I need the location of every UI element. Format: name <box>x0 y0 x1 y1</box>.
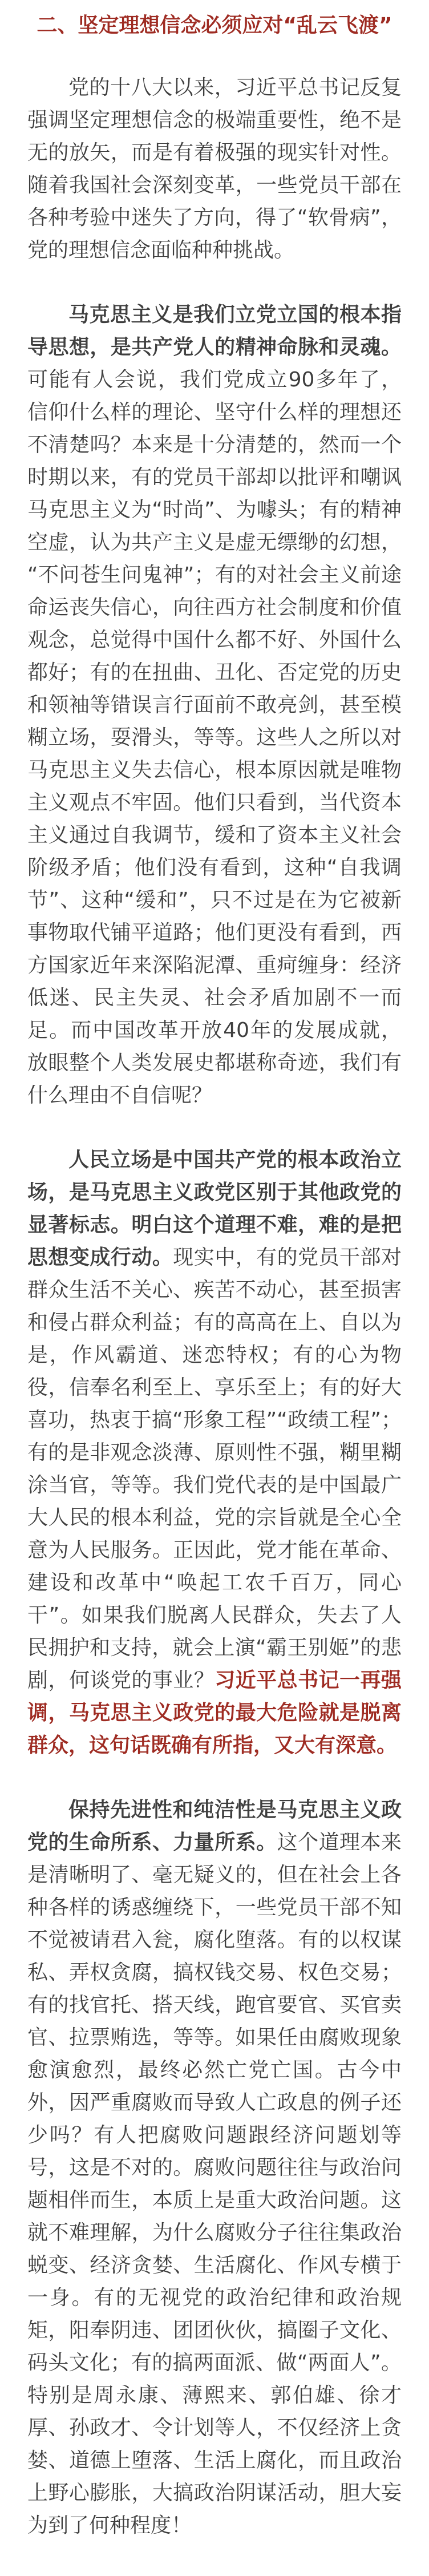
paragraph <box>27 1144 402 1762</box>
paragraph <box>27 71 402 267</box>
text-segment-bold: 保持先进性和纯洁性是马克思主义政党的生命所系、力量所系。 <box>27 1798 402 1854</box>
text-segment-red: 习近平总书记一再强调，马克思主义政党的最大危险就是脱离群众，这句话既确有所指，又大有深意。 <box>27 1669 402 1757</box>
text-segment-normal: 党的十八大以来，习近平总书记反复强调坚定理想信念的极端重要性，绝不是无的放矢，而是有着极强的现实针对性。随着我国社会深刻变革，一些党员干部在各种考验中迷失了方向，得了“软骨病”，党的理想信念面临种种挑战。 <box>27 76 402 262</box>
text-segment-normal: 现实中，有的党员干部对群众生活不关心、疾苦不动心，甚至损害和侵占群众利益；有的高高在上、自以为是，作风霸道、迷恋特权；有的心为物役，信奉名利至上、享乐至上；有的好大喜功，热衷于搞“形象工程”“政绩工程”；有的是非观念淡薄、原则性不强，糊里糊涂当官，等等。我们党代表的是中国最广大人民的根本利益，党的宗旨就是全心全意为人民服务。正因此，党才能在革命、建设和改革中“唤起工农千百万，同心干”。如果我们脱离人民群众，失去了人民拥护和支持，就会上演“霸王别姬”的悲剧，何谈党的事业？ <box>27 1246 402 1692</box>
text-segment-normal: 可能有人会说，我们党成立90多年了，信仰什么样的理论、坚守什么样的理想还不清楚吗？本来是十分清楚的，然而一个时期以来，有的党员干部却以批评和嘲讽马克思主义为“时尚”、为噱头；有的精神空虚，认为共产主义是虚无缥缈的幻想，“不问苍生问鬼神”；有的对社会主义前途命运丧失信心，向往西方社会制度和价值观念，总觉得中国什么都不好、外国什么都好；有的在扭曲、丑化、否定党的历史和领袖等错误言行面前不敢亮剑，甚至模糊立场，耍滑头，等等。这些人之所以对马克思主义失去信心，根本原因就是唯物主义观点不牢固。他们只看到，当代资本主义通过自我调节，缓和了资本主义社会阶级矛盾；他们没有看到，这种“自我调节”、这种“缓和”，只不过是在为它被新事物取代铺平道路；他们更没有看到，西方国家近年来深陷泥潭、重疴缠身：经济低迷、民主失灵、社会矛盾加剧不一而足。而中国改革开放40年的发展成就，放眼整个人类发展史都堪称奇迹，我们有什么理由不自信呢？ <box>27 368 402 1107</box>
paragraph <box>27 298 402 1112</box>
paragraph <box>27 1794 402 2542</box>
text-segment-bold: 人民立场是中国共产党的根本政治立场，是马克思主义政党区别于其他政党的显著标志。明白这个道理不难，难的是把思想变成行动。 <box>27 1148 402 1269</box>
text-segment-normal: 这个道理本来是清晰明了、毫无疑义的，但在社会上各种各样的诱惑缠绕下，一些党员干部不知不觉被请君入瓮，腐化堕落。有的以权谋私、弄权贪腐，搞权钱交易、权色交易；有的找官托、搭天线，跑官要官、买官卖官、拉票贿选，等等。如果任由腐败现象愈演愈烈，最终必然亡党亡国。古今中外，因严重腐败而导致人亡政息的例子还少吗？有人把腐败问题跟经济问题划等号，这是不对的。腐败问题往往与政治问题相伴而生，本质上是重大政治问题。这就不难理解，为什么腐败分子往往集政治蜕变、经济贪婪、生活腐化、作风专横于一身。有的无视党的政治纪律和政治规矩，阳奉阴违、团团伙伙，搞圈子文化、码头文化；有的搞两面派、做“两面人”。特别是周永康、薄熙来、郭伯雄、徐才厚、孙政才、令计划等人，不仅经济上贪婪、道德上堕落、生活上腐化，而且政治上野心膨胀，大搞政治阴谋活动，胆大妄为到了何种程度！ <box>27 1831 402 2537</box>
article-body <box>27 71 402 2542</box>
section-title: 二、坚定理想信念必须应对“乱云飞渡” <box>37 14 392 37</box>
text-segment-bold: 马克思主义是我们立党立国的根本指导思想，是共产党人的精神命脉和灵魂。 <box>27 303 402 359</box>
